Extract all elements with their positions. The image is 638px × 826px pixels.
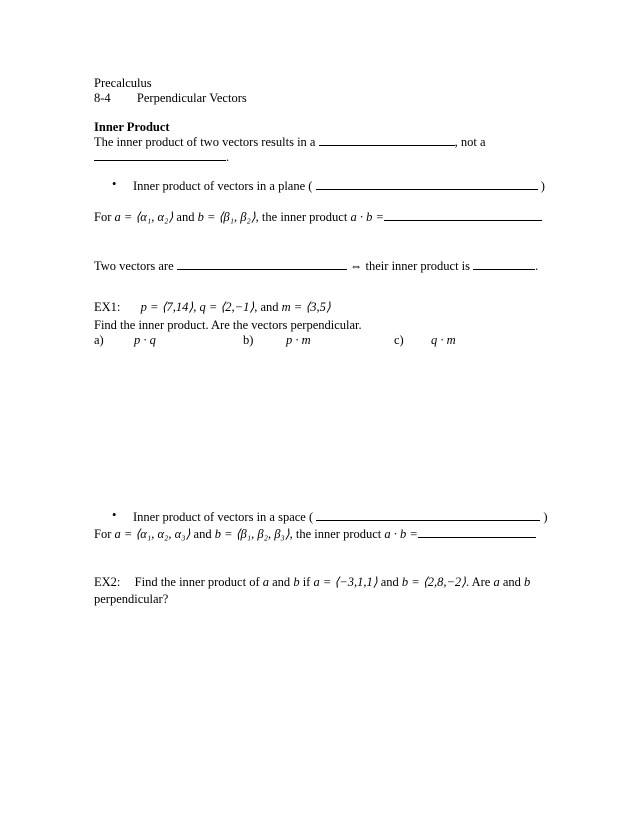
ex2-line2: perpendicular? — [94, 592, 169, 606]
vector-p-expr: p = ⟨7,14⟩ — [140, 300, 194, 314]
section-number: 8-4 — [94, 91, 111, 105]
inner-product-label: , the inner product — [289, 527, 382, 541]
ex1-line: EX1: p = ⟨7,14⟩, q = ⟨2,−1⟩, and m = ⟨3,5⟩ — [94, 300, 331, 314]
and-label: and — [176, 210, 195, 224]
vector-a-expr: a = ⟨α₁, α₂⟩ — [114, 210, 174, 224]
vector-b: b — [524, 575, 531, 589]
and-label: and — [272, 575, 291, 589]
ex2-text: Find the inner product of — [134, 575, 260, 589]
ex1-part-b-expr: p · m — [286, 333, 311, 347]
vector-b: b — [293, 575, 300, 589]
and-label: and — [380, 575, 399, 589]
period: . — [535, 259, 539, 273]
ex2-label: EX2: — [94, 575, 121, 589]
definition-text: The inner product of two vectors results in a — [94, 135, 316, 149]
vector-b-expr: b = ⟨β₁, β₂, β₃⟩ — [214, 527, 290, 541]
vector-m-expr: m = ⟨3,5⟩ — [281, 300, 331, 314]
section-title: Perpendicular Vectors — [136, 91, 247, 105]
answer-blank[interactable] — [316, 509, 540, 521]
space-bullet-line — [133, 509, 548, 525]
and-label: and — [193, 527, 212, 541]
ex1-part-c-label: c) — [394, 333, 404, 347]
course-title: Precalculus — [94, 76, 152, 90]
for-label: For — [94, 527, 112, 541]
iff-text: ⇔ their inner product is — [349, 259, 471, 273]
and-label: and — [502, 575, 521, 589]
plane-formula-line — [94, 209, 542, 225]
bullet-icon: • — [112, 508, 117, 522]
answer-blank[interactable] — [94, 149, 226, 161]
plane-bullet-line — [133, 178, 545, 194]
answer-blank[interactable] — [319, 134, 455, 146]
vector-a: a — [493, 575, 500, 589]
dot-product-expr: a · b = — [350, 210, 384, 224]
answer-blank[interactable] — [177, 258, 347, 270]
answer-blank[interactable] — [316, 178, 538, 190]
dot-product-expr: a · b = — [384, 527, 418, 541]
vector-a: a — [262, 575, 269, 589]
period: . — [226, 150, 230, 164]
perpendicular-line — [94, 258, 538, 274]
close-paren: ) — [543, 510, 548, 524]
if-label: if — [302, 575, 311, 589]
for-label: For — [94, 210, 112, 224]
inner-product-definition-line2 — [94, 149, 229, 165]
vector-a-expr: a = ⟨−3,1,1⟩ — [313, 575, 378, 589]
and-label: , and — [254, 300, 279, 314]
answer-blank[interactable] — [473, 258, 535, 270]
ex2-line — [94, 575, 530, 590]
close-paren: ) — [540, 179, 545, 193]
inner-product-definition — [94, 134, 486, 150]
space-formula-line — [94, 526, 536, 542]
are-label: . Are — [466, 575, 491, 589]
plane-bullet-text: Inner product of vectors in a plane ( — [133, 179, 313, 193]
ex1-part-b-label: b) — [243, 333, 254, 347]
ex1-label: EX1: — [94, 300, 121, 314]
section-line — [94, 91, 247, 106]
answer-blank[interactable] — [418, 526, 536, 538]
vector-a-expr: a = ⟨α₁, α₂, α₃⟩ — [114, 527, 191, 541]
vector-q-expr: q = ⟨2,−1⟩ — [199, 300, 255, 314]
inner-product-heading: Inner Product — [94, 120, 170, 134]
vector-b-expr: b = ⟨2,8,−2⟩ — [401, 575, 467, 589]
ex1-part-c-expr: q · m — [431, 333, 456, 347]
inner-product-label: , the inner product — [255, 210, 348, 224]
answer-blank[interactable] — [384, 209, 542, 221]
definition-suffix: , not a — [454, 135, 486, 149]
ex1-instruction: Find the inner product. Are the vectors perpendicular. — [94, 318, 362, 332]
ex1-part-a-expr: p · q — [134, 333, 156, 347]
vector-b-expr: b = ⟨β₁, β₂⟩ — [197, 210, 256, 224]
ex1-part-a-label: a) — [94, 333, 104, 347]
bullet-icon: • — [112, 177, 117, 191]
space-bullet-text: Inner product of vectors in a space ( — [133, 510, 314, 524]
perpendicular-prefix: Two vectors are — [94, 259, 174, 273]
